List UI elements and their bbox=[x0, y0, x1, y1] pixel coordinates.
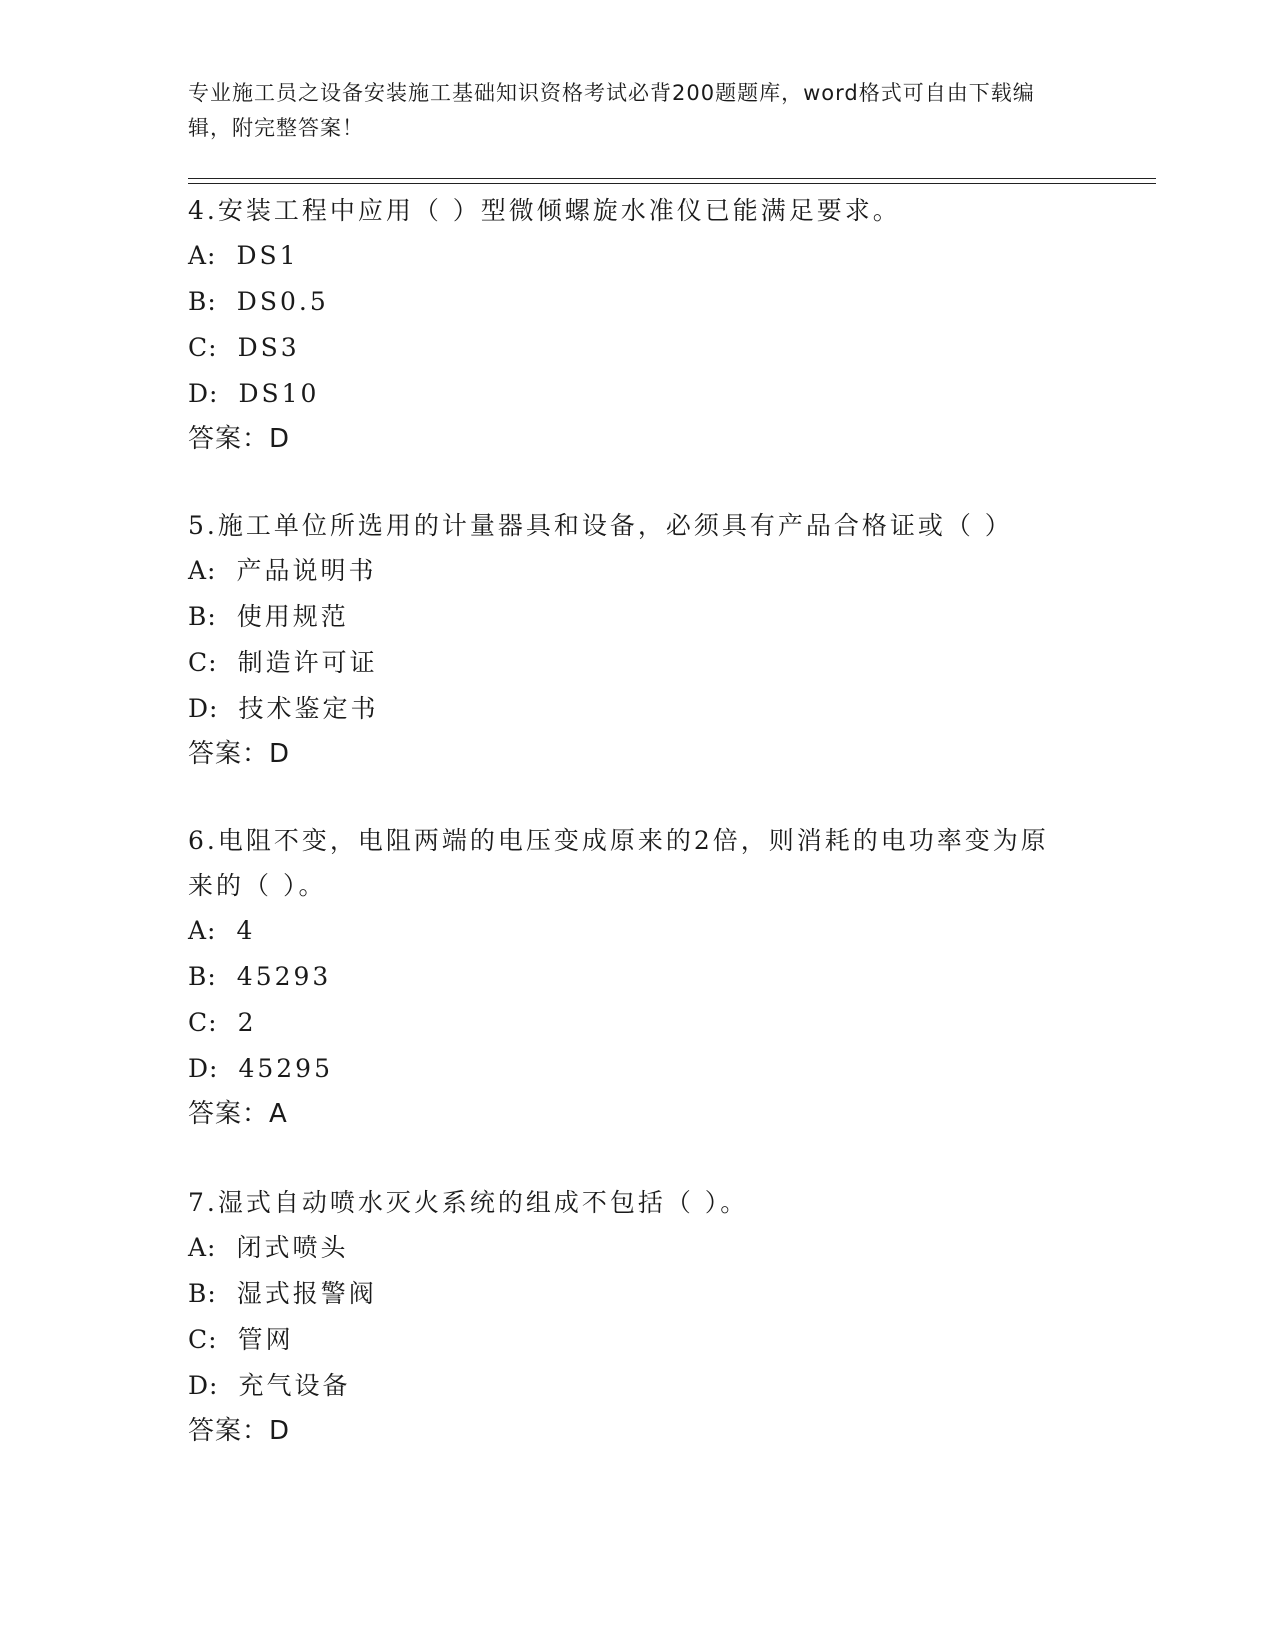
option-a bbox=[188, 233, 1088, 279]
option-letter: C: bbox=[188, 333, 218, 362]
answer-line: 答案：D bbox=[188, 424, 291, 454]
option-text: 2 bbox=[237, 1008, 257, 1037]
option-b bbox=[188, 279, 1088, 325]
option-text: 4 bbox=[236, 916, 256, 945]
option-d bbox=[188, 1363, 1088, 1409]
option-b bbox=[188, 954, 1088, 1000]
option-letter: C: bbox=[188, 648, 218, 677]
option-text: 产品说明书 bbox=[236, 556, 377, 585]
question-4 bbox=[188, 188, 1088, 461]
question-stem: 6.电阻不变，电阻两端的电压变成原来的2倍，则消耗的电功率变为原来的（ ）。 bbox=[188, 826, 1049, 900]
document-header bbox=[188, 76, 1068, 146]
option-c bbox=[188, 1317, 1088, 1363]
option-text: DS10 bbox=[238, 379, 320, 408]
option-letter: C: bbox=[188, 1008, 218, 1037]
option-text: 使用规范 bbox=[236, 602, 349, 631]
option-a bbox=[188, 1225, 1088, 1271]
option-d bbox=[188, 686, 1088, 732]
option-letter: B: bbox=[188, 962, 217, 991]
option-text: DS1 bbox=[236, 241, 299, 270]
question-stem: 5.施工单位所选用的计量器具和设备，必须具有产品合格证或（ ） bbox=[188, 511, 1013, 540]
question-stem: 7.湿式自动喷水灭火系统的组成不包括（ ）。 bbox=[188, 1188, 749, 1217]
question-5 bbox=[188, 503, 1088, 776]
option-c bbox=[188, 1000, 1088, 1046]
answer-line: 答案：A bbox=[188, 1099, 288, 1129]
option-letter: D: bbox=[188, 1371, 219, 1400]
option-text: 制造许可证 bbox=[237, 648, 378, 677]
option-letter: D: bbox=[188, 694, 219, 723]
answer-line: 答案：D bbox=[188, 1416, 291, 1446]
option-letter: A: bbox=[188, 916, 217, 945]
option-text: 管网 bbox=[237, 1325, 294, 1354]
option-letter: A: bbox=[188, 241, 217, 270]
option-text: 充气设备 bbox=[238, 1371, 351, 1400]
option-a bbox=[188, 908, 1088, 954]
option-letter: C: bbox=[188, 1325, 218, 1354]
option-letter: D: bbox=[188, 379, 219, 408]
option-letter: A: bbox=[188, 1233, 217, 1262]
question-7 bbox=[188, 1180, 1088, 1453]
option-letter: B: bbox=[188, 1279, 217, 1308]
option-text: DS3 bbox=[237, 333, 300, 362]
option-text: 闭式喷头 bbox=[236, 1233, 349, 1262]
option-text: 45295 bbox=[238, 1054, 333, 1083]
option-c bbox=[188, 325, 1088, 371]
question-stem: 4.安装工程中应用（ ）型微倾螺旋水准仪已能满足要求。 bbox=[188, 196, 901, 225]
option-letter: D: bbox=[188, 1054, 219, 1083]
header-title: 专业施工员之设备安装施工基础知识资格考试必背200题题库，word格式可自由下载编辑，附完整答案！ bbox=[188, 81, 1035, 140]
option-text: 湿式报警阀 bbox=[236, 1279, 377, 1308]
option-c bbox=[188, 640, 1088, 686]
option-d bbox=[188, 1046, 1088, 1092]
option-letter: B: bbox=[188, 602, 217, 631]
header-divider-bottom bbox=[188, 183, 1156, 184]
answer-line: 答案：D bbox=[188, 739, 291, 769]
option-text: 45293 bbox=[236, 962, 332, 991]
option-text: 技术鉴定书 bbox=[238, 694, 379, 723]
option-text: DS0.5 bbox=[236, 287, 329, 316]
option-d bbox=[188, 371, 1088, 417]
option-b bbox=[188, 594, 1088, 640]
option-a bbox=[188, 548, 1088, 594]
header-divider-top bbox=[188, 178, 1156, 179]
option-letter: A: bbox=[188, 556, 217, 585]
option-letter: B: bbox=[188, 287, 217, 316]
option-b bbox=[188, 1271, 1088, 1317]
question-6 bbox=[188, 818, 1088, 1136]
